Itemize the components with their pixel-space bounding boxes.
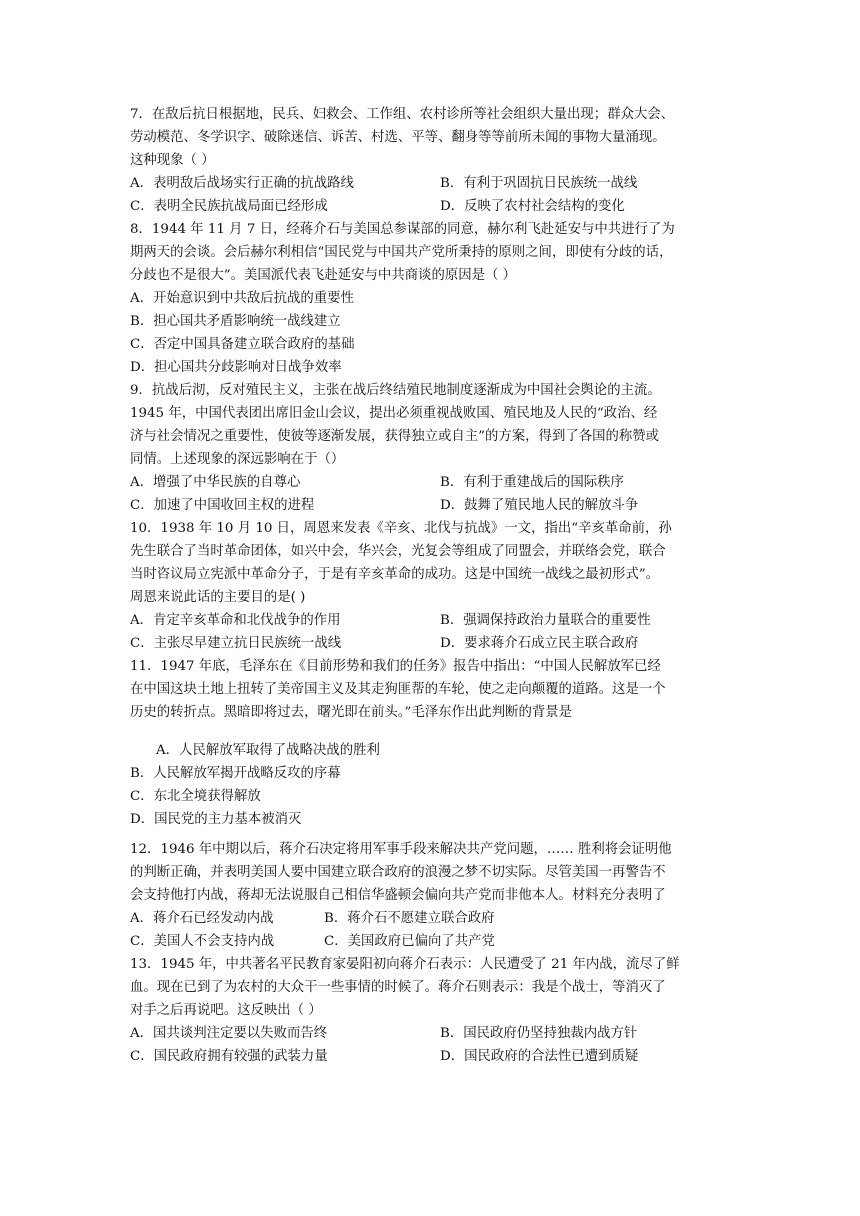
question-7-options-row xyxy=(130,172,734,195)
question-12 xyxy=(130,838,734,953)
question-11-stem-line: 历史的转折点。黑暗即将过去，曙光即在前头。”毛泽东作出此判断的背景是 xyxy=(130,705,573,720)
question-12-stem-line: 12．1946 年中期以后，蒋介石决定将用军事手段来解决共产党问题，…… 胜利将会证明他 xyxy=(130,842,672,857)
question-13-stem-line: 13．1945 年，中共著名平民教育家晏阳初向蒋介石表示：人民遭受了 21 年内战，流尽了鲜 xyxy=(130,957,680,972)
question-13-options-row xyxy=(130,1045,734,1068)
question-10-stem-line: 先生联合了当时革命团体，如兴中会，华兴会，光复会等组成了同盟会，并联络会党，联合 xyxy=(130,544,666,559)
option-b[interactable]: B．国民政府仍坚持独裁内战方针 xyxy=(440,1026,638,1041)
option-c[interactable]: C．否定中国具备建立联合政府的基础 xyxy=(130,337,355,352)
question-9-options-row xyxy=(130,471,734,494)
question-13-options-row xyxy=(130,1022,734,1045)
question-7-stem-line: 7．在敌后抗日根据地，民兵、妇救会、工作组、农村诊所等社会组织大量出现；群众大会、 xyxy=(130,107,675,122)
option-b[interactable]: B．担心国共矛盾影响统一战线建立 xyxy=(130,314,341,329)
option-b[interactable]: B．有利于巩固抗日民族统一战线 xyxy=(440,176,638,191)
question-12-options-row xyxy=(130,930,734,953)
option-a[interactable]: A．肯定辛亥革命和北伐战争的作用 xyxy=(130,613,341,628)
question-9-stem-line: 同情。上述现象的深远影响在于（） xyxy=(130,452,345,467)
question-13-stem-line: 对手之后再说吧。这反映出（ ） xyxy=(130,1003,322,1018)
option-a[interactable]: A．表明敌后战场实行正确的抗战路线 xyxy=(130,176,354,191)
option-d[interactable]: D．担心国共分歧影响对日战争效率 xyxy=(130,360,342,375)
question-10 xyxy=(130,517,734,655)
question-8-stem-line: 分歧也不是很大”。美国派代表飞赴延安与中共商谈的原因是（ ） xyxy=(130,268,517,283)
question-12-stem-line: 会支持他打内战，蒋却无法说服自己相信华盛顿会偏向共产党而非他本人。材料充分表明了 xyxy=(130,888,666,903)
option-d[interactable]: D．要求蒋介石成立民主联合政府 xyxy=(440,636,639,651)
question-9-options-row xyxy=(130,494,734,517)
question-12-options-row xyxy=(130,907,734,930)
option-c[interactable]: C．东北全境获得解放 xyxy=(130,789,261,804)
question-12-stem-line: 的判断正确，并表明美国人要中国建立联合政府的浪漫之梦不切实际。尽管美国一再警告不 xyxy=(130,865,666,880)
option-b[interactable]: B．强调保持政治力量联合的重要性 xyxy=(440,613,651,628)
question-9-stem-line: 济与社会情况之重要性，使彼等逐渐发展，获得独立或自主”的方案，得到了各国的称赞或 xyxy=(130,429,660,444)
spacer xyxy=(130,724,734,739)
option-c[interactable]: C．美国人不会支持内战 xyxy=(130,934,275,949)
option-a[interactable]: A．人民解放军取得了战略决战的胜利 xyxy=(156,743,380,758)
question-9-stem-line: 9．抗战后沏，反对殖民主义，主张在战后终结殖民地制度逐渐成为中国社会舆论的主流。 xyxy=(130,383,661,398)
option-a[interactable]: A．增强了中华民族的自尊心 xyxy=(130,475,301,490)
option-d[interactable]: D．鼓舞了殖民地人民的解放斗争 xyxy=(440,498,639,513)
question-7-stem-line: 劳动模范、冬学识字、破除迷信、诉苦、村选、平等、翻身等等前所未闻的事物大量涌现。 xyxy=(130,130,666,145)
question-9 xyxy=(130,379,734,517)
option-b[interactable]: B．有利于重建战后的国际秩序 xyxy=(440,475,624,490)
question-10-stem-line: 当时咨议局立宪派中革命分子，于是有辛亥革命的成功。这是中国统一战线之最初形式”。 xyxy=(130,567,660,582)
question-9-stem-line: 1945 年，中国代表团出席旧金山会议，提出必须重视战败国、殖民地及人民的“政治、经 xyxy=(130,406,658,421)
option-b[interactable]: B．人民解放军揭开战略反攻的序幕 xyxy=(130,766,341,781)
question-13 xyxy=(130,953,734,1068)
question-10-options-row xyxy=(130,632,734,655)
question-8 xyxy=(130,218,734,379)
question-11-stem-line: 11．1947 年底，毛泽东在《目前形势和我们的任务》报告中指出：“中国人民解放军已经 xyxy=(130,659,661,674)
option-d[interactable]: D．国民党的主力基本被消灭 xyxy=(130,812,302,827)
question-7-options-row xyxy=(130,195,734,218)
question-7 xyxy=(130,103,734,218)
option-c-second[interactable]: C．美国政府已偏向了共产党 xyxy=(324,934,495,949)
question-7-stem-line: 这种现象（ ） xyxy=(130,153,215,168)
question-10-stem-line: 10．1938 年 10 月 10 日，周恩来发表《辛亥、北伐与抗战》一文，指出“辛亥革命前，孙 xyxy=(130,521,672,536)
option-d[interactable]: D．国民政府的合法性已遭到质疑 xyxy=(440,1049,639,1064)
option-c[interactable]: C．国民政府拥有较强的武装力量 xyxy=(130,1049,328,1064)
question-13-stem-line: 血。现在已到了为农村的大众干一些事情的时候了。蒋介石则表示：我是个战士，等消灭了 xyxy=(130,980,666,995)
question-10-options-row xyxy=(130,609,734,632)
option-a[interactable]: A．蒋介石已经发动内战 xyxy=(130,911,274,926)
question-8-stem-line: 8．1944 年 11 月 7 日，经蒋介石与美国总参谋部的同意，赫尔利飞赴延安与中共进行了为 xyxy=(130,222,675,237)
question-8-stem-line: 期两天的会谈。会后赫尔利相信“国民党与中国共产党所秉持的原则之间，即使有分歧的话， xyxy=(130,245,673,260)
option-c[interactable]: C．表明全民族抗战局面已经形成 xyxy=(130,199,328,214)
option-c[interactable]: C．加速了中国收回主权的进程 xyxy=(130,498,315,513)
question-10-stem-line: 周恩来说此话的主要目的是( ) xyxy=(130,590,306,605)
option-c[interactable]: C．主张尽早建立抗日民族统一战线 xyxy=(130,636,342,651)
option-d[interactable]: D．反映了农村社会结构的变化 xyxy=(440,199,625,214)
question-11-stem-line: 在中国这块土地上扭转了美帝国主义及其走狗匪帮的车轮，使之走向颠覆的道路。这是一个 xyxy=(130,682,666,697)
option-a[interactable]: A．开始意识到中共敌后抗战的重要性 xyxy=(130,291,354,306)
question-11 xyxy=(130,655,734,831)
option-a[interactable]: A．国共谈判注定要以失败而告终 xyxy=(130,1026,328,1041)
option-b[interactable]: B．蒋介石不愿建立联合政府 xyxy=(324,911,495,926)
